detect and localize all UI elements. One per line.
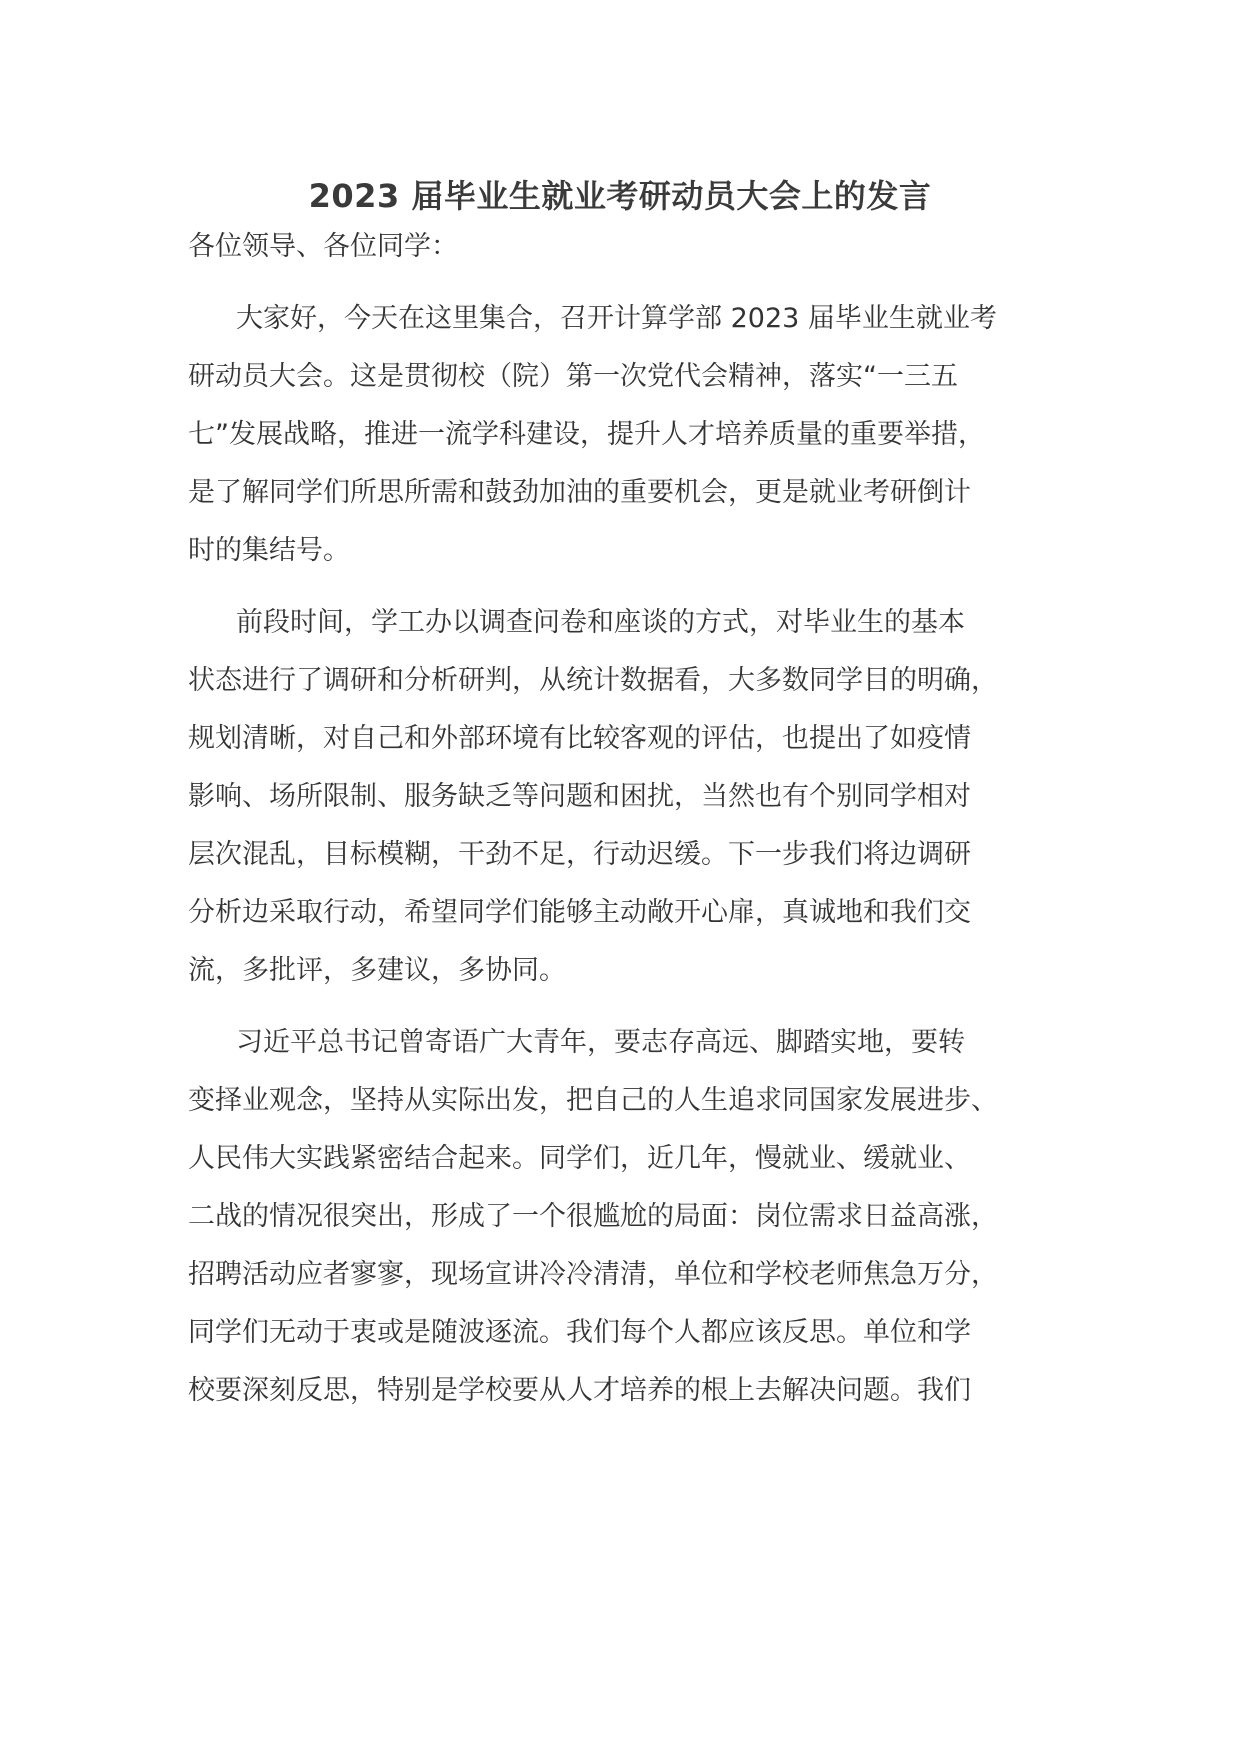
paragraph-3-line-3: 人民伟大实践紧密结合起来。同学们，近几年，慢就业、缓就业、 bbox=[188, 1143, 971, 1174]
paragraph-1-line-2: 研动员大会。这是贯彻校（院）第一次党代会精神，落实“一三五 bbox=[188, 361, 958, 392]
salutation: 各位领导、各位同学： bbox=[188, 231, 458, 262]
paragraph-2-line-3: 规划清晰，对自己和外部环境有比较客观的评估，也提出了如疫情 bbox=[188, 723, 971, 754]
paragraph-3-line-4: 二战的情况很突出，形成了一个很尴尬的局面：岗位需求日益高涨， bbox=[188, 1201, 998, 1232]
paragraph-1-line-1: 大家好，今天在这里集合，召开计算学部 2023 届毕业生就业考 bbox=[236, 303, 997, 334]
paragraph-1-line-4: 是了解同学们所思所需和鼓劲加油的重要机会，更是就业考研倒计 bbox=[188, 477, 971, 508]
document-title: 2023 届毕业生就业考研动员大会上的发言 bbox=[308, 177, 932, 215]
paragraph-2-line-1: 前段时间，学工办以调查问卷和座谈的方式，对毕业生的基本 bbox=[236, 607, 965, 638]
paragraph-3-line-6: 同学们无动于衷或是随波逐流。我们每个人都应该反思。单位和学 bbox=[188, 1317, 971, 1348]
paragraph-2-line-6: 分析边采取行动，希望同学们能够主动敞开心扉，真诚地和我们交 bbox=[188, 897, 971, 928]
paragraph-3-line-2: 变择业观念，坚持从实际出发，把自己的人生追求同国家发展进步、 bbox=[188, 1085, 998, 1116]
paragraph-3-line-5: 招聘活动应者寥寥，现场宣讲冷冷清清，单位和学校老师焦急万分， bbox=[188, 1259, 998, 1290]
paragraph-3-line-1: 习近平总书记曾寄语广大青年，要志存高远、脚踏实地，要转 bbox=[236, 1027, 965, 1058]
paragraph-1-line-3: 七”发展战略，推进一流学科建设，提升人才培养质量的重要举措， bbox=[188, 419, 985, 450]
paragraph-3-line-7: 校要深刻反思，特别是学校要从人才培养的根上去解决问题。我们 bbox=[188, 1375, 971, 1406]
paragraph-2-line-5: 层次混乱，目标模糊，干劲不足，行动迟缓。下一步我们将边调研 bbox=[188, 839, 971, 870]
paragraph-2-line-7: 流，多批评，多建议，多协同。 bbox=[188, 955, 566, 986]
paragraph-1-line-5: 时的集结号。 bbox=[188, 535, 350, 566]
paragraph-2-line-4: 影响、场所限制、服务缺乏等问题和困扰，当然也有个别同学相对 bbox=[188, 781, 971, 812]
paragraph-2-line-2: 状态进行了调研和分析研判，从统计数据看，大多数同学目的明确， bbox=[188, 665, 998, 696]
